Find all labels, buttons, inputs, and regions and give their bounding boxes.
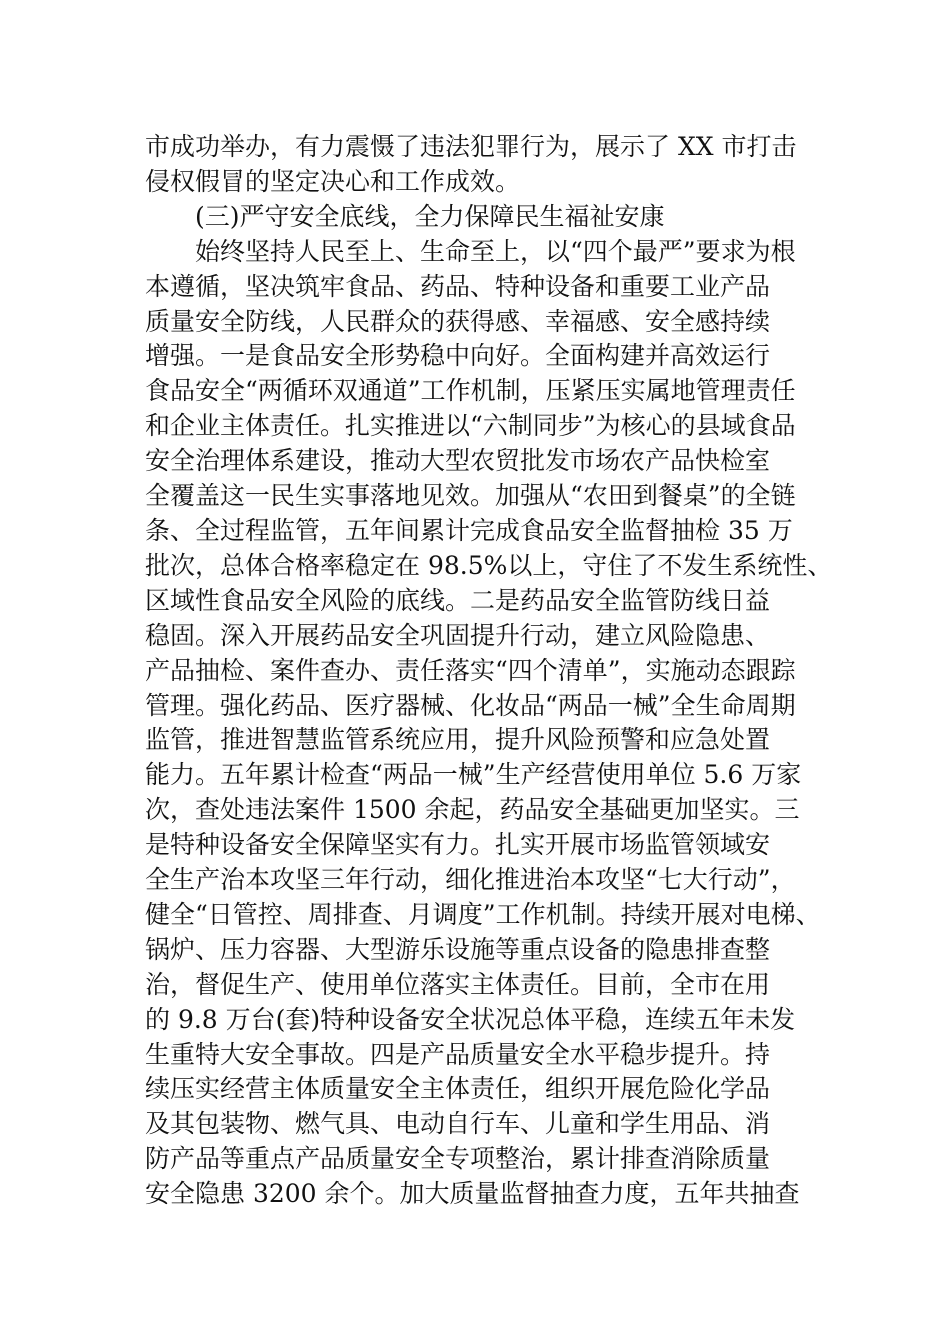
text-line: 次，查处违法案件 1500 余起，药品安全基础更加坚实。三 <box>145 795 800 825</box>
text-line: 管理。强化药品、医疗器械、化妆品“两品一械”全生命周期 <box>145 690 796 720</box>
text-line: 本遵循，坚决筑牢食品、药品、特种设备和重要工业产品 <box>145 271 771 301</box>
text-line: 增强。一是食品安全形势稳中向好。全面构建并高效运行 <box>145 341 771 371</box>
text-line: 稳固。深入开展药品安全巩固提升行动，建立风险隐患、 <box>145 620 771 650</box>
text-line: 质量安全防线，人民群众的获得感、幸福感、安全感持续 <box>145 306 771 336</box>
text-line: 全生产治本攻坚三年行动，细化推进治本攻坚“七大行动”， <box>145 865 796 895</box>
section-heading <box>145 200 810 235</box>
text-line: 区域性食品安全风险的底线。二是药品安全监管防线日益 <box>145 585 771 615</box>
text-line: 的 9.8 万台(套)特种设备安全状况总体平稳，连续五年未发 <box>145 1004 796 1034</box>
text-line: 始终坚持人民至上、生命至上，以“四个最严”要求为根 <box>195 236 796 266</box>
text-line: 锅炉、压力容器、大型游乐设施等重点设备的隐患排查整 <box>145 934 771 964</box>
text-line: 食品安全“两循环双通道”工作机制，压紧压实属地管理责任 <box>145 376 796 406</box>
text-line: 治，督促生产、使用单位落实主体责任。目前，全市在用 <box>145 969 771 999</box>
text-line: 续压实经营主体质量安全主体责任，组织开展危险化学品 <box>145 1074 771 1104</box>
heading-text: (三)严守安全底线，全力保障民生福祉安康 <box>195 201 665 231</box>
text-line: 防产品等重点产品质量安全专项整治，累计排查消除质量 <box>145 1144 771 1174</box>
paragraph-main <box>145 235 833 1212</box>
text-line: 及其包装物、燃气具、电动自行车、儿童和学生用品、消 <box>145 1109 771 1139</box>
text-line: 全覆盖这一民生实事落地见效。加强从“农田到餐桌”的全链 <box>145 481 796 511</box>
text-line: 和企业主体责任。扎实推进以“六制同步”为核心的县域食品 <box>145 411 796 441</box>
text-line: 是特种设备安全保障坚实有力。扎实开展市场监管领域安 <box>145 830 771 860</box>
text-line: 能力。五年累计检查“两品一械”生产经营使用单位 5.6 万家 <box>145 760 802 790</box>
text-line: 批次，总体合格率稳定在 98.5%以上，守住了不发生系统性、 <box>145 550 833 580</box>
text-line: 安全治理体系建设，推动大型农贸批发市场农产品快检室 <box>145 446 771 476</box>
document-body <box>145 130 833 1212</box>
text-line: 健全“日管控、周排查、月调度”工作机制。持续开展对电梯、 <box>145 899 821 929</box>
text-line: 监管，推进智慧监管系统应用，提升风险预警和应急处置 <box>145 725 771 755</box>
text-line: 安全隐患 3200 余个。加大质量监督抽查力度，五年共抽查 <box>145 1179 800 1209</box>
paragraph-continuation <box>145 130 810 200</box>
text-line: 生重特大安全事故。四是产品质量安全水平稳步提升。持 <box>145 1039 771 1069</box>
text-line: 产品抽检、案件查办、责任落实“四个清单”，实施动态跟踪 <box>145 655 796 685</box>
text-line: 条、全过程监管，五年间累计完成食品安全监督抽检 35 万 <box>145 515 793 545</box>
text-line: 侵权假冒的坚定决心和工作成效。 <box>145 166 521 196</box>
text-line: 市成功举办，有力震慑了违法犯罪行为，展示了 XX 市打击 <box>145 132 797 161</box>
